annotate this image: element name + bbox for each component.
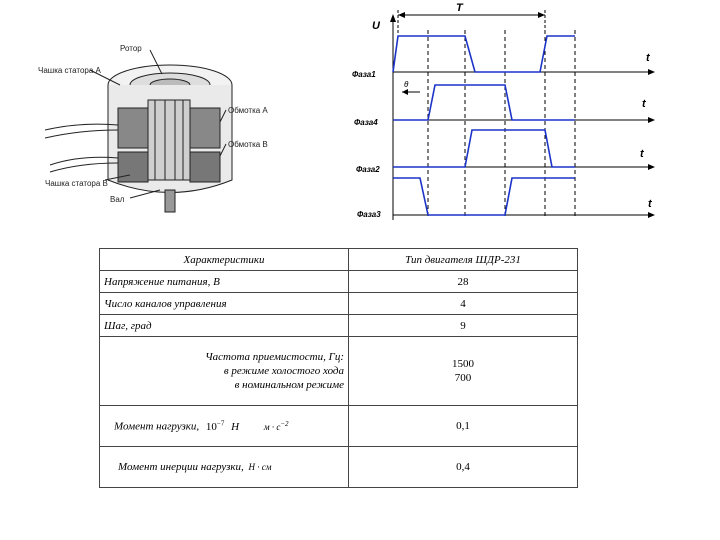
unit-exponent: −7 bbox=[216, 419, 225, 428]
row-label: Напряжение питания, В bbox=[100, 271, 349, 293]
row-value-line: 1500 bbox=[452, 358, 474, 370]
timing-diagram bbox=[360, 0, 660, 225]
row-value: 4 bbox=[349, 293, 578, 315]
table-row bbox=[100, 447, 578, 488]
row-value-multiline bbox=[349, 337, 578, 406]
voltage-axis-label: U bbox=[372, 20, 380, 32]
table-row bbox=[100, 406, 578, 447]
time-axis-label-2: t bbox=[642, 98, 646, 110]
phase-3-label: Фаза3 bbox=[357, 210, 381, 219]
table-row bbox=[100, 293, 578, 315]
stator-cup-a-label: Чашка статора А bbox=[38, 66, 101, 75]
phase-2-label: Фаза2 bbox=[356, 165, 380, 174]
row-label-multiline bbox=[100, 337, 349, 406]
unit-exponent: −2 bbox=[280, 419, 289, 428]
table-header-row bbox=[100, 249, 578, 271]
unit-m-s bbox=[263, 419, 289, 432]
table-row bbox=[100, 315, 578, 337]
time-axis-label-4: t bbox=[648, 198, 652, 210]
row-value: 28 bbox=[349, 271, 578, 293]
row-value-line: 700 bbox=[454, 372, 472, 384]
row-label: Число каналов управления bbox=[100, 293, 349, 315]
table-row bbox=[100, 337, 578, 406]
row-value: 9 bbox=[349, 315, 578, 337]
unit-newton: Н bbox=[231, 420, 240, 433]
row-value: 0,1 bbox=[349, 406, 578, 447]
rotor-label: Ротор bbox=[120, 44, 142, 53]
row-label-with-units bbox=[100, 447, 349, 488]
phase-4-label: Фаза4 bbox=[354, 118, 378, 127]
unit-base: м · с bbox=[263, 421, 281, 432]
time-axis-label-1: t bbox=[646, 52, 650, 64]
header-characteristics: Характеристики bbox=[100, 249, 349, 271]
time-axis-label-3: t bbox=[640, 148, 644, 160]
winding-a-label: Обмотка А bbox=[228, 106, 268, 115]
row-value: 0,4 bbox=[349, 447, 578, 488]
unit-power bbox=[206, 421, 224, 433]
motor-illustration bbox=[20, 30, 320, 220]
stator-cup-b-label: Чашка статора В bbox=[45, 179, 108, 188]
row-label: Шаг, град bbox=[100, 315, 349, 337]
phase-1-label: Фаза1 bbox=[352, 70, 376, 79]
shaft-label: Вал bbox=[110, 195, 125, 204]
row-label-line: Частота приемистости, Гц: bbox=[205, 351, 344, 363]
unit-n-cm: Н · см bbox=[248, 462, 272, 472]
row-label-line: в номинальном режиме bbox=[234, 379, 344, 391]
row-label: Момент нагрузки, bbox=[114, 420, 200, 433]
theta-label: θ bbox=[404, 80, 409, 89]
winding-b-label: Обмотка В bbox=[228, 140, 268, 149]
row-label: Момент инерции нагрузки, bbox=[118, 461, 244, 473]
header-motor-type: Тип двигателя ШДР-231 bbox=[349, 249, 578, 271]
unit-base: 10 bbox=[205, 420, 217, 433]
row-label-line: в режиме холостого хода bbox=[223, 365, 344, 377]
row-label-with-units bbox=[100, 406, 349, 447]
period-label: T bbox=[456, 2, 463, 14]
motor-spec-table bbox=[99, 248, 578, 488]
table-row bbox=[100, 271, 578, 293]
